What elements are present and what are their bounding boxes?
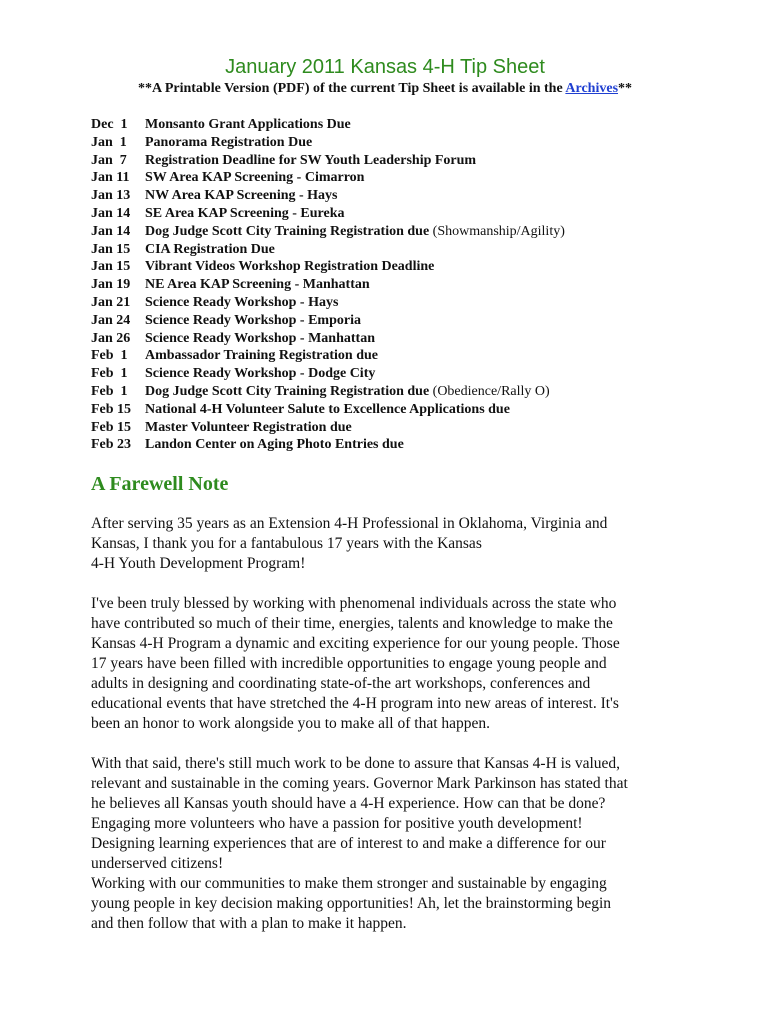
schedule-event: Master Volunteer Registration due [145, 419, 352, 435]
schedule-event: NE Area KAP Screening - Manhattan [145, 277, 370, 293]
schedule-date: Feb 15 [91, 401, 132, 417]
schedule-date: Jan 21 [91, 294, 131, 310]
paragraph-line: Kansas, I thank you for a fantabulous 17 years with the Kansas [91, 535, 482, 552]
paragraph-line: have contributed so much of their time, energies, talents and knowledge to make the [91, 615, 613, 632]
schedule-event: Ambassador Training Registration due [145, 348, 378, 364]
schedule-date: Jan 7 [91, 152, 127, 168]
schedule-row [91, 116, 731, 134]
schedule-event-cell [145, 134, 731, 152]
farewell-paragraph-1 [91, 514, 691, 574]
schedule-row [91, 436, 731, 454]
paragraph-line: relevant and sustainable in the coming years. Governor Mark Parkinson has stated that [91, 775, 628, 792]
schedule-event-cell [145, 419, 731, 437]
schedule-date: Jan 14 [91, 223, 131, 239]
schedule-date: Jan 14 [91, 205, 131, 221]
schedule-row [91, 205, 731, 223]
schedule-event-cell [145, 436, 731, 454]
schedule-row [91, 294, 731, 312]
paragraph-line: Working with our communities to make them stronger and sustainable by engaging [91, 875, 607, 892]
schedule-event-cell [145, 187, 731, 205]
schedule-event: Monsanto Grant Applications Due [145, 117, 351, 132]
schedule-row [91, 276, 731, 294]
schedule-event: Registration Deadline for SW Youth Leadership Forum [145, 152, 477, 168]
farewell-paragraph-3 [91, 754, 691, 934]
paragraph-line: After serving 35 years as an Extension 4-H Professional in Oklahoma, Virginia and [91, 515, 608, 532]
schedule-row [91, 187, 731, 205]
schedule-event: Science Ready Workshop - Hays [145, 294, 339, 310]
paragraph-line: I've been truly blessed by working with phenomenal individuals across the state who [91, 595, 617, 612]
schedule-event-cell [145, 312, 731, 330]
schedule-date: Feb 1 [91, 366, 128, 382]
schedule-row [91, 241, 731, 259]
farewell-heading: A Farewell Note [91, 473, 229, 495]
schedule-row [91, 365, 731, 383]
schedule-event-cell [145, 152, 731, 170]
schedule-event: SW Area KAP Screening - Cimarron [145, 170, 365, 186]
schedule-event-cell [145, 294, 731, 312]
paragraph-line: educational events that have stretched the 4-H program into new areas of interest. It's [91, 695, 619, 712]
paragraph-line: Designing learning experiences that are of interest to and make a difference for our [91, 835, 606, 852]
schedule-date: Feb 1 [91, 348, 128, 364]
schedule-date: Dec 1 [91, 117, 128, 132]
schedule-event-cell [145, 223, 731, 241]
schedule-event: Panorama Registration Due [145, 134, 313, 150]
schedule-date: Jan 24 [91, 312, 131, 328]
paragraph-line: With that said, there's still much work to be done to assure that Kansas 4-H is valued, [91, 755, 621, 772]
schedule-date: Jan 15 [91, 259, 131, 275]
schedule-date: Jan 13 [91, 188, 131, 204]
schedule-row [91, 312, 731, 330]
deadline-schedule [91, 116, 731, 454]
schedule-event: Landon Center on Aging Photo Entries due [145, 437, 404, 453]
schedule-row [91, 330, 731, 348]
schedule-event-cell [145, 383, 731, 401]
schedule-event: Vibrant Videos Workshop Registration Deadline [145, 259, 435, 275]
schedule-event-cell [145, 169, 731, 187]
schedule-event-cell [145, 365, 731, 383]
schedule-date: Jan 19 [91, 277, 131, 293]
archives-link[interactable]: Archives [565, 81, 619, 96]
schedule-event: Dog Judge Scott City Training Registration due [145, 383, 430, 399]
paragraph-line: young people in key decision making opportunities! Ah, let the brainstorming begin [91, 895, 612, 912]
schedule-row [91, 152, 731, 170]
schedule-date: Jan 26 [91, 330, 131, 346]
paragraph-line: 17 years have been filled with incredible opportunities to engage young people and [91, 655, 607, 672]
schedule-event: Dog Judge Scott City Training Registration due [145, 223, 430, 239]
paragraph-line: underserved citizens! [91, 855, 224, 872]
paragraph-line: adults in designing and coordinating state-of-the art workshops, conferences and [91, 675, 591, 692]
schedule-row [91, 401, 731, 419]
schedule-event: National 4-H Volunteer Salute to Excellence Applications due [145, 401, 510, 417]
paragraph-line: 4-H Youth Development Program! [91, 555, 306, 572]
schedule-event-cell [145, 205, 731, 223]
schedule-event: SE Area KAP Screening - Eureka [145, 205, 345, 221]
paragraph-line: and then follow that with a plan to make it happen. [91, 915, 407, 932]
schedule-date: Jan 1 [91, 134, 127, 150]
schedule-row [91, 347, 731, 365]
printable-version-note [0, 81, 770, 97]
subtitle-suffix: ** [618, 81, 633, 96]
schedule-date: Jan 11 [91, 170, 130, 186]
schedule-event-cell [145, 241, 731, 259]
paragraph-line: Engaging more volunteers who have a passion for positive youth development! [91, 815, 583, 832]
schedule-date: Jan 15 [91, 241, 131, 257]
schedule-row [91, 223, 731, 241]
schedule-event: Science Ready Workshop - Emporia [145, 312, 361, 328]
schedule-event: NW Area KAP Screening - Hays [145, 188, 338, 204]
paragraph-line: been an honor to work alongside you to make all of that happen. [91, 715, 491, 732]
schedule-event: Science Ready Workshop - Manhattan [145, 330, 375, 346]
paragraph-line: Kansas 4-H Program a dynamic and exciting experience for our young people. Those [91, 635, 620, 652]
schedule-event: Science Ready Workshop - Dodge City [145, 366, 376, 382]
schedule-event-cell [145, 401, 731, 419]
schedule-event-note: (Showmanship/Agility) [429, 223, 565, 239]
schedule-row [91, 169, 731, 187]
schedule-event-cell [145, 258, 731, 276]
schedule-event-cell [145, 330, 731, 348]
schedule-event-cell [145, 116, 731, 134]
schedule-date: Feb 1 [91, 383, 128, 399]
schedule-event-cell [145, 347, 731, 365]
schedule-date: Feb 23 [91, 437, 132, 453]
schedule-event: CIA Registration Due [145, 241, 275, 257]
schedule-event-cell [145, 276, 731, 294]
paragraph-line: he believes all Kansas youth should have a 4-H experience. How can that be done? [91, 795, 606, 812]
farewell-body [91, 514, 691, 954]
schedule-event-note: (Obedience/Rally O) [429, 383, 550, 399]
schedule-date: Feb 15 [91, 419, 132, 435]
schedule-row [91, 258, 731, 276]
page-title: January 2011 Kansas 4-H Tip Sheet [225, 56, 545, 78]
schedule-row [91, 383, 731, 401]
subtitle-prefix: **A Printable Version (PDF) of the current Tip Sheet is available in the [137, 81, 566, 96]
schedule-row [91, 134, 731, 152]
schedule-row [91, 419, 731, 437]
farewell-paragraph-2 [91, 594, 691, 734]
